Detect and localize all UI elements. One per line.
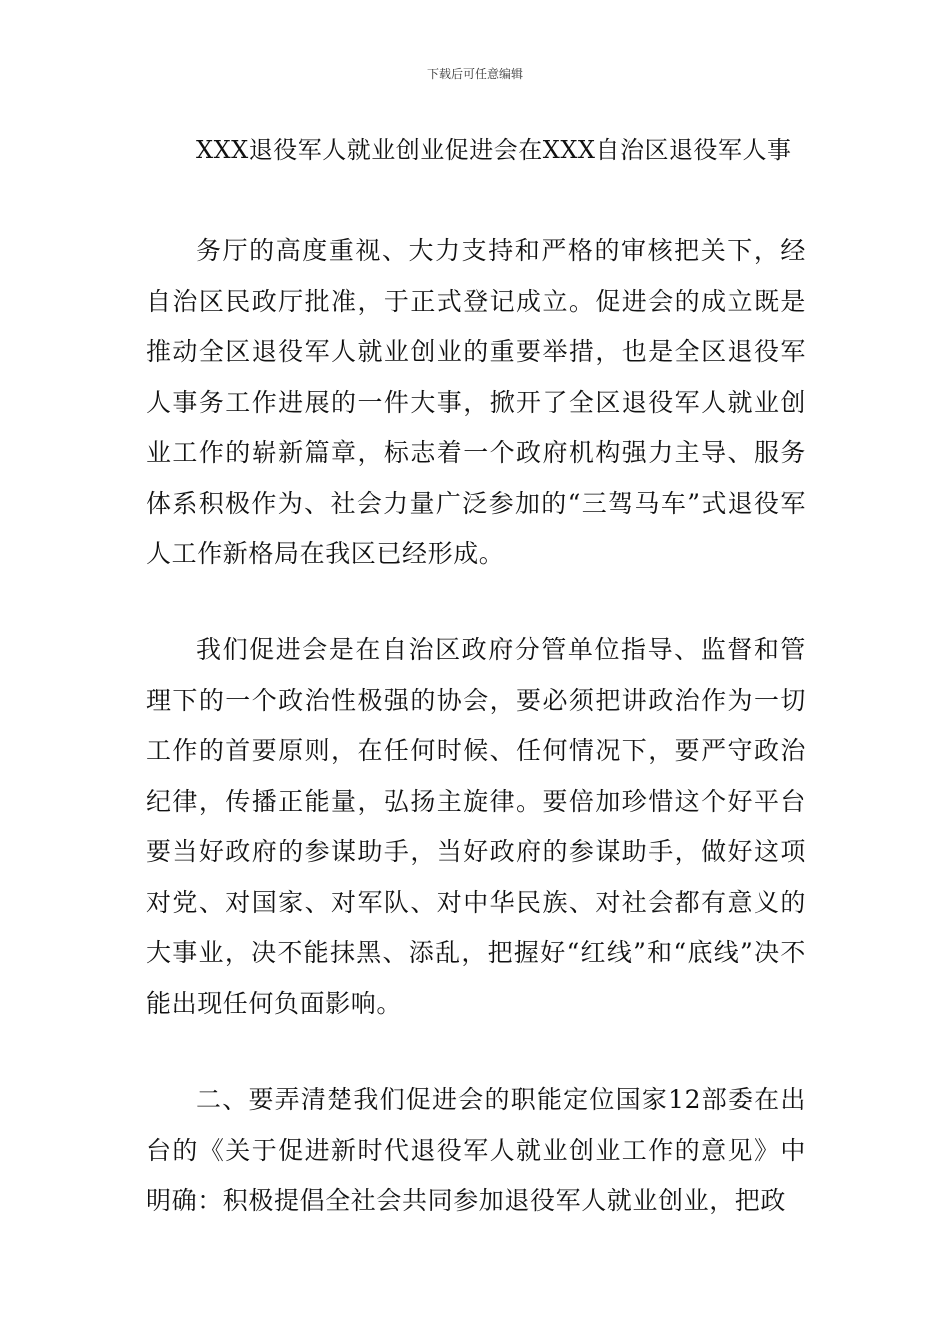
paragraph-3: 二、要弄清楚我们促进会的职能定位国家12部委在出台的《关于促进新时代退役军人就业创业工作的意见》中明确：积极提倡全社会共同参加退役军人就业创业，把政: [146, 1085, 806, 1215]
paragraph-1: 务厅的高度重视、大力支持和严格的审核把关下，经自治区民政厅批准，于正式登记成立。促进会的成立既是推动全区退役军人就业创业的重要举措，也是全区退役军人事务工作进展的一件大事，掀开了全区退役军人就业创业工作的崭新篇章，标志着一个政府机构强力主导、服务体系积极作为、社会力量广泛参加的“三驾马车”式退役军人工作新格局在我区已经形成。: [146, 236, 806, 568]
document-title: XXX退役军人就业创业促进会在XXX自治区退役军人事: [196, 136, 792, 164]
page-header-note: 下载后可任意编辑: [426, 67, 523, 81]
paragraph-2: 我们促进会是在自治区政府分管单位指导、监督和管理下的一个政治性极强的协会，要必须把讲政治作为一切工作的首要原则，在任何时候、任何情况下，要严守政治纪律，传播正能量，弘扬主旋律。要倍加珍惜这个好平台要当好政府的参谋助手，当好政府的参谋助手，做好这项对党、对国家、对军队、对中华民族、对社会都有意义的大事业，决不能抹黑、添乱，把握好“红线”和“底线”决不能出现任何负面影响。: [146, 635, 806, 1018]
